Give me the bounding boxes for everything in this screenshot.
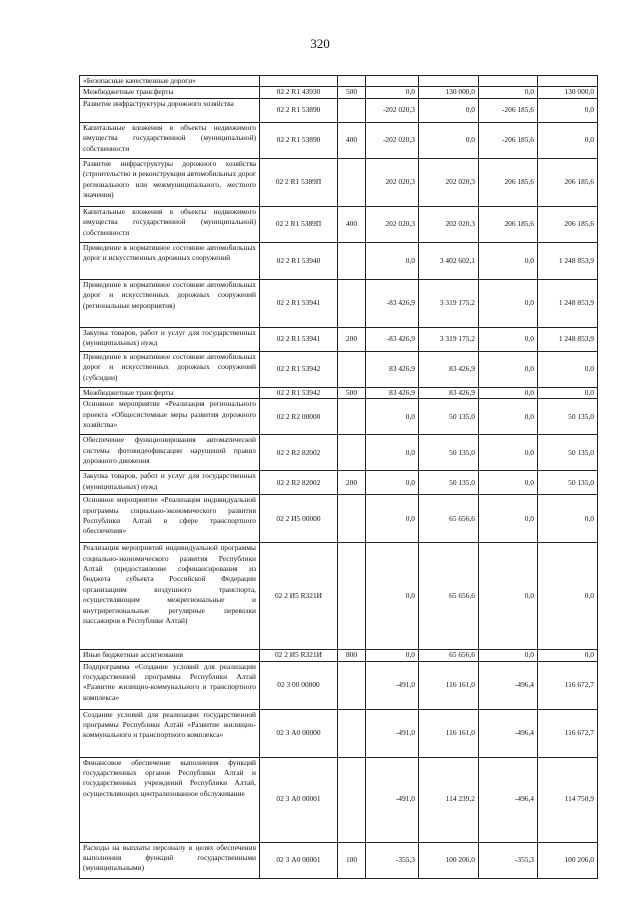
amount-change-next-cell: 0,0 (479, 399, 538, 435)
expense-type-cell (338, 76, 366, 87)
amount-change-next-cell: -355,3 (479, 842, 538, 878)
expense-type-cell: 100 (338, 842, 366, 878)
row-name-cell: Развитие инфраструктуры дорожного хозяйства (строительство и реконструкция автомобильных дорог регионального или межмуниципального, местного значения) (80, 158, 260, 206)
expense-type-cell (338, 435, 366, 471)
target-article-cell: 02 2 R1 5389П (260, 206, 338, 242)
target-article-cell: 02 2 И5 R321И (260, 650, 338, 661)
amount-total-cell: 116 161,0 (419, 661, 479, 709)
table-row (80, 661, 598, 709)
amount-total-next-cell: 130 000,0 (538, 87, 598, 98)
expense-type-cell (338, 661, 366, 709)
table-row (80, 158, 598, 206)
table-row (80, 399, 598, 435)
amount-total-next-cell: 0,0 (538, 122, 598, 158)
expense-type-cell: 800 (338, 650, 366, 661)
amount-change-cell: 0,0 (366, 650, 419, 661)
amount-change-next-cell: -206 185,6 (479, 98, 538, 122)
amount-change-cell: 202 020,3 (366, 206, 419, 242)
amount-total-cell: 3 319 175,2 (419, 279, 479, 327)
target-article-cell: 02 3 А0 00001 (260, 757, 338, 842)
amount-total-cell: 83 426,9 (419, 351, 479, 387)
target-article-cell: 02 2 R1 53890 (260, 122, 338, 158)
amount-total-next-cell: 0,0 (538, 543, 598, 650)
expense-type-cell (338, 495, 366, 543)
amount-change-next-cell: -496,4 (479, 709, 538, 757)
row-name-cell: Закупка товаров, работ и услуг для государственных (муниципальных) нужд (80, 327, 260, 351)
amount-change-next-cell: 206 185,6 (479, 206, 538, 242)
row-name-cell: Финансовое обеспечение выполнения функций государственных органов Республики Алтай и государственных учреждений Республики Алтай, осуществляющих централизованное обслуживание (80, 757, 260, 842)
amount-total-next-cell: 50 135,0 (538, 471, 598, 495)
row-name-cell: Расходы на выплаты персоналу в целях обеспечения выполнения функций государственными (муниципальными) (80, 842, 260, 878)
amount-change-cell: 0,0 (366, 87, 419, 98)
amount-total-next-cell: 0,0 (538, 387, 598, 398)
amount-change-next-cell: 0,0 (479, 327, 538, 351)
amount-total-next-cell: 1 248 853,9 (538, 279, 598, 327)
amount-change-next-cell: -496,4 (479, 757, 538, 842)
amount-change-cell: -83 426,9 (366, 279, 419, 327)
amount-total-cell: 0,0 (419, 98, 479, 122)
table-row (80, 757, 598, 842)
amount-total-cell: 50 135,0 (419, 399, 479, 435)
amount-change-cell: -491,0 (366, 661, 419, 709)
expense-type-cell (338, 279, 366, 327)
amount-total-cell: 116 161,0 (419, 709, 479, 757)
expense-type-cell (338, 158, 366, 206)
table-row (80, 76, 598, 87)
amount-total-next-cell: 50 135,0 (538, 435, 598, 471)
target-article-cell: 02 2 R1 5389П (260, 158, 338, 206)
expense-type-cell: 500 (338, 387, 366, 398)
amount-total-cell: 202 020,3 (419, 158, 479, 206)
amount-change-next-cell: 0,0 (479, 435, 538, 471)
row-name-cell: Развитие инфраструктуры дорожного хозяйства (80, 98, 260, 122)
amount-change-next-cell: 0,0 (479, 279, 538, 327)
row-name-cell: Капитальные вложения в объекты недвижимого имущества государственной (муниципальной) собственности (80, 206, 260, 242)
table-row (80, 495, 598, 543)
table-row (80, 543, 598, 650)
row-name-cell: Межбюджетные трансферты (80, 87, 260, 98)
target-article-cell: 02 2 R1 43930 (260, 87, 338, 98)
row-name-cell: Закупка товаров, работ и услуг для государственных (муниципальных) нужд (80, 471, 260, 495)
row-name-cell: Основное мероприятие «Реализация регионального проекта «Общесистемные меры развития дорожного хозяйства» (80, 399, 260, 435)
table-row (80, 650, 598, 661)
expense-type-cell (338, 242, 366, 279)
amount-change-cell: -355,3 (366, 842, 419, 878)
amount-total-next-cell: 0,0 (538, 351, 598, 387)
amount-total-next-cell: 0,0 (538, 98, 598, 122)
amount-change-next-cell: -496,4 (479, 661, 538, 709)
amount-total-cell: 0,0 (419, 122, 479, 158)
amount-change-cell: -83 426,9 (366, 327, 419, 351)
row-name-cell: Реализация мероприятий индивидуальной программы социально-экономического развития Республики Алтай (предоставление софинансирования из бюджета субъекта Российской Федерации организациям воздушного транспорта, осуществляющим межрегиональные и внутрирегиональные регулярные перевозки пассажиров в Республике Алтай) (80, 543, 260, 650)
expense-type-cell (338, 351, 366, 387)
expense-type-cell (338, 709, 366, 757)
amount-total-cell (419, 76, 479, 87)
amount-change-cell: 83 426,9 (366, 351, 419, 387)
amount-total-next-cell: 50 135,0 (538, 399, 598, 435)
target-article-cell: 02 3 А0 00000 (260, 709, 338, 757)
target-article-cell: 02 3 А0 00001 (260, 842, 338, 878)
amount-change-cell: -491,0 (366, 757, 419, 842)
amount-change-next-cell: 0,0 (479, 87, 538, 98)
target-article-cell: 02 2 R1 53942 (260, 351, 338, 387)
amount-change-next-cell: 0,0 (479, 351, 538, 387)
table-row (80, 279, 598, 327)
row-name-cell: Создание условий для реализации государственной программы Республики Алтай «Развитие жилищно-коммунального и транспортного комплекса» (80, 709, 260, 757)
row-name-cell: Приведение в нормативное состояние автомобильных дорог и искусственных дорожных сооружений (региональные мероприятия) (80, 279, 260, 327)
row-name-cell: Подпрограмма «Создание условий для реализации государственной программы Республики Алтай «Развитие жилищно-коммунального и транспортного комплекса» (80, 661, 260, 709)
table-row (80, 327, 598, 351)
amount-total-next-cell: 114 750,9 (538, 757, 598, 842)
expense-type-cell (338, 399, 366, 435)
amount-total-cell: 114 239,2 (419, 757, 479, 842)
amount-total-cell: 83 426,9 (419, 387, 479, 398)
target-article-cell: 02 2 R1 53942 (260, 387, 338, 398)
amount-change-next-cell: 0,0 (479, 471, 538, 495)
amount-total-next-cell: 116 672,7 (538, 709, 598, 757)
table-row (80, 242, 598, 279)
amount-change-cell: -491,0 (366, 709, 419, 757)
row-name-cell: Обеспечение функционирования автоматической системы фотовидеофиксации нарушений правил дорожного движения (80, 435, 260, 471)
amount-total-cell: 65 656,6 (419, 543, 479, 650)
amount-change-cell: 0,0 (366, 435, 419, 471)
expense-type-cell (338, 757, 366, 842)
target-article-cell: 02 2 R2 82002 (260, 435, 338, 471)
target-article-cell: 02 2 R2 00000 (260, 399, 338, 435)
amount-total-cell: 202 020,3 (419, 206, 479, 242)
amount-change-next-cell: 206 185,6 (479, 158, 538, 206)
amount-total-next-cell: 0,0 (538, 495, 598, 543)
target-article-cell: 02 2 R2 82002 (260, 471, 338, 495)
target-article-cell: 02 2 R1 53940 (260, 242, 338, 279)
amount-change-next-cell (479, 76, 538, 87)
expense-type-cell (338, 543, 366, 650)
amount-total-next-cell: 0,0 (538, 650, 598, 661)
amount-total-cell: 100 206,0 (419, 842, 479, 878)
row-name-cell: Межбюджетные трансферты (80, 387, 260, 398)
amount-change-cell: 83 426,9 (366, 387, 419, 398)
amount-total-cell: 130 000,0 (419, 87, 479, 98)
amount-change-next-cell: 0,0 (479, 495, 538, 543)
target-article-cell (260, 76, 338, 87)
row-name-cell: Приведение в нормативное состояние автомобильных дорог и искусственных дорожных сооружений (субсидии) (80, 351, 260, 387)
amount-change-next-cell: 0,0 (479, 387, 538, 398)
expense-type-cell: 400 (338, 122, 366, 158)
table-row (80, 435, 598, 471)
target-article-cell: 02 2 R1 53941 (260, 279, 338, 327)
table-row (80, 206, 598, 242)
table-row (80, 122, 598, 158)
amount-total-next-cell: 1 248 853,9 (538, 242, 598, 279)
target-article-cell: 02 3 00 00000 (260, 661, 338, 709)
page-number: 320 (310, 36, 330, 51)
amount-change-cell (366, 76, 419, 87)
target-article-cell: 02 2 И5 00000 (260, 495, 338, 543)
expense-type-cell: 400 (338, 206, 366, 242)
budget-table (79, 75, 598, 879)
amount-total-cell: 50 135,0 (419, 435, 479, 471)
amount-total-next-cell: 1 248 853,9 (538, 327, 598, 351)
row-name-cell: Приведение в нормативное состояние автомобильных дорог и искусственных дорожных сооружений (80, 242, 260, 279)
amount-change-cell: 0,0 (366, 471, 419, 495)
amount-change-cell: -202 020,3 (366, 98, 419, 122)
amount-total-next-cell: 206 185,6 (538, 206, 598, 242)
row-name-cell: «Безопасные качественные дороги» (80, 76, 260, 87)
amount-change-cell: 0,0 (366, 495, 419, 543)
amount-change-cell: -202 020,3 (366, 122, 419, 158)
table-row (80, 709, 598, 757)
target-article-cell: 02 2 И5 R321И (260, 543, 338, 650)
row-name-cell: Капитальные вложения в объекты недвижимого имущества государственной (муниципальной) собственности (80, 122, 260, 158)
amount-total-cell: 65 656,6 (419, 650, 479, 661)
row-name-cell: Иные бюджетные ассигнования (80, 650, 260, 661)
table-row (80, 87, 598, 98)
amount-change-next-cell: -206 185,6 (479, 122, 538, 158)
amount-change-next-cell: 0,0 (479, 543, 538, 650)
amount-total-cell: 3 402 602,1 (419, 242, 479, 279)
amount-change-cell: 0,0 (366, 399, 419, 435)
table-row (80, 842, 598, 878)
amount-change-next-cell: 0,0 (479, 650, 538, 661)
amount-total-next-cell: 116 672,7 (538, 661, 598, 709)
expense-type-cell: 500 (338, 87, 366, 98)
amount-total-next-cell: 100 206,0 (538, 842, 598, 878)
table-row (80, 387, 598, 398)
amount-change-next-cell: 0,0 (479, 242, 538, 279)
target-article-cell: 02 2 R1 53890 (260, 98, 338, 122)
amount-total-next-cell (538, 76, 598, 87)
amount-change-cell: 0,0 (366, 543, 419, 650)
expense-type-cell: 200 (338, 327, 366, 351)
amount-total-cell: 65 656,6 (419, 495, 479, 543)
amount-change-cell: 0,0 (366, 242, 419, 279)
budget-table-body (80, 76, 598, 879)
amount-change-cell: 202 020,3 (366, 158, 419, 206)
expense-type-cell: 200 (338, 471, 366, 495)
amount-total-next-cell: 206 185,6 (538, 158, 598, 206)
table-row (80, 351, 598, 387)
amount-total-cell: 3 319 175,2 (419, 327, 479, 351)
table-row (80, 98, 598, 122)
table-row (80, 471, 598, 495)
expense-type-cell (338, 98, 366, 122)
amount-total-cell: 50 135,0 (419, 471, 479, 495)
target-article-cell: 02 2 R1 53941 (260, 327, 338, 351)
row-name-cell: Основное мероприятие «Реализация индивидуальной программы социально-экономического развития Республики Алтай в сфере транспортного обеспечения» (80, 495, 260, 543)
